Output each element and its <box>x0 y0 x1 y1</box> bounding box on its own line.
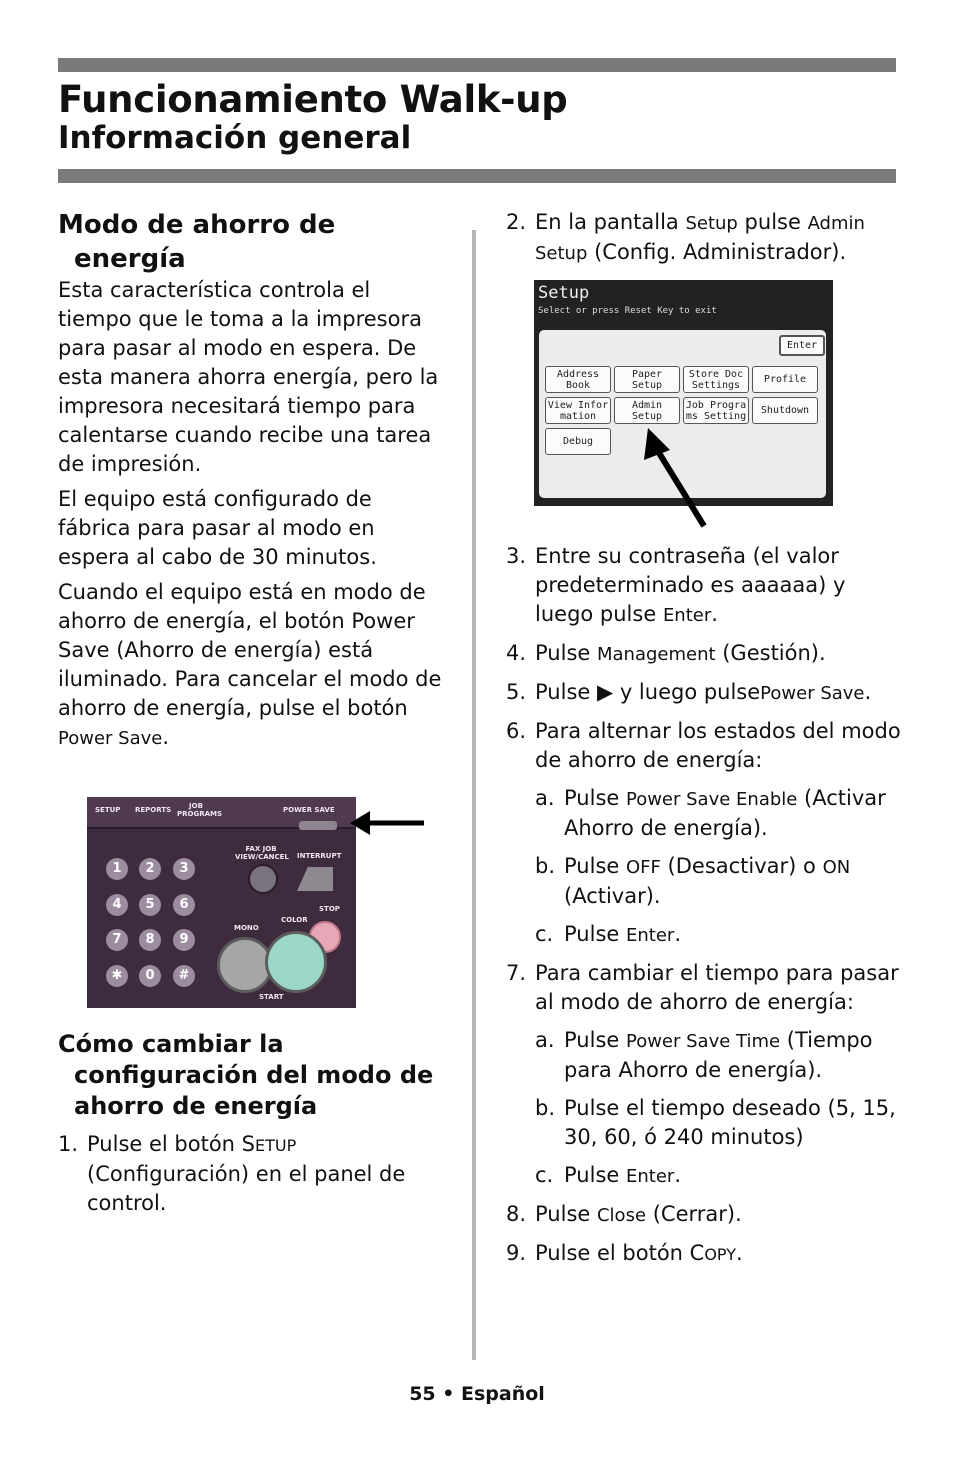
play-arrow-icon: ▶ <box>596 680 614 704</box>
ui-term: Power Save <box>58 728 163 749</box>
ui-term: Close <box>596 1205 647 1226</box>
interrupt-label: INTERRUPT <box>297 852 342 860</box>
ui-term: ON <box>822 857 851 878</box>
panel-tab-job-programs: JOB PROGRAMS <box>177 802 223 818</box>
list-item <box>506 1239 901 1269</box>
step-letter: c. <box>535 922 554 946</box>
interrupt-button <box>297 867 333 891</box>
keypad-key: 3 <box>173 858 195 880</box>
text: (Tiempo para Ahorro de energía). <box>564 1028 873 1082</box>
ui-term: Power Save Enable <box>625 789 798 810</box>
arrow-left-icon <box>350 809 426 837</box>
ui-term: Power Save Time <box>625 1031 781 1052</box>
text: Cuando el equipo está en modo de ahorro de energía, el botón Power Save (Ahorro de energía) está iluminado. Para cancelar el modo de ahorro de energía, pulse el botón <box>58 580 442 720</box>
power-save-button <box>299 821 337 830</box>
panel-tab-reports: REPORTS <box>135 806 172 814</box>
steps-list <box>58 1130 450 1218</box>
right-column-top <box>506 208 901 277</box>
step-number: 1. <box>58 1132 79 1156</box>
column-divider <box>472 230 476 1360</box>
header-top-rule <box>58 58 896 72</box>
text: Pulse <box>564 1163 626 1187</box>
step-letter: a. <box>535 1028 555 1052</box>
mono-label: MONO <box>234 924 259 932</box>
right-column-steps <box>506 542 901 1278</box>
keypad-key: 5 <box>139 894 161 916</box>
step-letter: c. <box>535 1163 554 1187</box>
text: Pulse el botón S <box>87 1132 255 1156</box>
text: Pulse <box>535 641 597 665</box>
control-panel-image <box>87 797 356 1008</box>
step-number: 7. <box>506 961 527 985</box>
panel-tab-setup: SETUP <box>95 806 121 814</box>
text: (Activar Ahorro de energía). <box>564 786 886 840</box>
screen-button-profile: Profile <box>752 366 818 393</box>
heading-line: Cómo cambiar la <box>58 1030 284 1058</box>
screen-button-debug: Debug <box>545 428 611 455</box>
step-number: 6. <box>506 719 527 743</box>
text: Pulse <box>535 1202 597 1226</box>
screen-button-store-doc: Store Doc Settings <box>683 366 749 393</box>
keypad-key: 1 <box>106 858 128 880</box>
text: Para cambiar el tiempo para pasar al modo de ahorro de energía: <box>535 961 899 1014</box>
heading-line: Modo de ahorro de <box>58 210 336 240</box>
list-item <box>506 717 901 775</box>
text: (Cerrar). <box>646 1202 742 1226</box>
ui-term: Enter <box>625 1166 675 1187</box>
list-item <box>535 920 901 950</box>
text: Pulse el tiempo deseado (5, 15, 30, 60, ó 240 minutos) <box>564 1096 896 1149</box>
stop-label: STOP <box>319 905 340 913</box>
step-number: 4. <box>506 641 527 665</box>
text: Pulse <box>564 786 626 810</box>
keypad-key: 4 <box>106 894 128 916</box>
list-item <box>535 1026 901 1085</box>
list-item <box>58 1130 450 1218</box>
list-item <box>535 1094 901 1152</box>
ui-term: Admin Setup <box>535 213 865 264</box>
ui-term: Setup <box>685 213 738 234</box>
list-item <box>506 1200 901 1230</box>
screen-button-address-book: Address Book <box>545 366 611 393</box>
left-column-lower <box>58 1029 450 1227</box>
step-number: 9. <box>506 1241 527 1265</box>
paragraph: El equipo está configurado de fábrica para pasar al modo en espera al cabo de 30 minutos. <box>58 487 377 569</box>
text: Pulse <box>535 680 597 704</box>
text: Entre su contraseña (el valor predeterminado es aaaaaa) y luego pulse <box>535 544 846 626</box>
text: . <box>162 725 170 749</box>
text: (Config. Administrador). <box>587 240 847 264</box>
fax-job-label: FAX JOB VIEW/CANCEL <box>235 845 289 861</box>
ui-term: OFF <box>625 857 661 878</box>
steps-list <box>506 542 901 1269</box>
ui-term: Enter <box>662 605 712 626</box>
start-label: START <box>259 993 284 1001</box>
text: (Activar). <box>564 884 661 908</box>
ui-term: Power Save <box>760 683 865 704</box>
text: . <box>711 602 718 626</box>
page-footer: 55 • Español <box>409 1383 545 1405</box>
screen-button-shutdown: Shutdown <box>752 397 818 424</box>
list-item <box>506 959 901 1017</box>
screen-button-paper-setup: Paper Setup <box>614 366 680 393</box>
step-letter: b. <box>535 1096 556 1120</box>
text: Pulse <box>564 922 626 946</box>
page-title: Funcionamiento Walk-up <box>58 78 568 121</box>
text: (Gestión). <box>715 641 826 665</box>
step-number: 8. <box>506 1202 527 1226</box>
text: pulse <box>737 210 808 234</box>
list-item <box>506 542 901 630</box>
paragraph: Esta característica controla el tiempo que le toma a la impresora para pasar al modo en espera. De esta manera ahorra energía, pero la impresora necesitará tiempo para calentarse cuando recibe una tarea de impresión. <box>58 278 439 476</box>
step-number: 5. <box>506 680 527 704</box>
keypad-key: 0 <box>139 965 161 987</box>
step-number: 2. <box>506 210 527 234</box>
page-subtitle: Información general <box>58 120 412 156</box>
paragraph <box>58 578 450 753</box>
keypad-key: ✱ <box>106 965 128 987</box>
ui-term: Enter <box>625 925 675 946</box>
keypad-key: # <box>173 965 195 987</box>
keypad-key: 8 <box>139 929 161 951</box>
step-letter: b. <box>535 854 556 878</box>
ui-term: Management <box>596 644 716 665</box>
text: Pulse <box>564 854 626 878</box>
screen-button-job-programs: Job Progra ms Setting <box>683 397 749 424</box>
list-item <box>506 208 901 268</box>
screen-title: Setup <box>538 283 590 303</box>
keypad-key: 6 <box>173 894 195 916</box>
keypad-key: 7 <box>106 929 128 951</box>
step-letter: a. <box>535 786 555 810</box>
steps-list <box>506 208 901 268</box>
color-label: COLOR <box>281 916 308 924</box>
list-item <box>535 784 901 843</box>
step-number: 3. <box>506 544 527 568</box>
left-column <box>58 208 450 759</box>
text: (Configuración) en el panel de control. <box>87 1162 406 1215</box>
arrow-up-icon <box>640 428 712 530</box>
section-heading-change-settings <box>58 1029 450 1122</box>
list-item <box>506 678 901 708</box>
ui-term: ETUP <box>254 1136 297 1155</box>
text: . <box>735 1241 743 1265</box>
fax-job-button <box>248 864 278 894</box>
text: Para alternar los estados del modo de ahorro de energía: <box>535 719 901 772</box>
text: y luego pulse <box>613 680 761 704</box>
text: Pulse <box>564 1028 626 1052</box>
section-heading-power-save <box>58 208 450 276</box>
heading-line: configuración del modo de <box>74 1061 434 1089</box>
list-item <box>535 1161 901 1191</box>
keypad-key: 2 <box>139 858 161 880</box>
screen-subtitle: Select or press Reset Key to exit <box>538 306 717 316</box>
ui-term: OPY <box>704 1245 736 1264</box>
list-item <box>535 852 901 911</box>
text: (Desactivar) o <box>660 854 823 878</box>
text: . <box>864 680 872 704</box>
power-save-label: POWER SAVE <box>283 806 335 814</box>
heading-line: ahorro de energía <box>74 1092 318 1120</box>
color-start-button <box>265 931 327 993</box>
text: En la pantalla <box>535 210 686 234</box>
keypad-key: 9 <box>173 929 195 951</box>
heading-line: energía <box>74 244 186 274</box>
screen-button-view-information: View Infor mation <box>545 397 611 424</box>
list-item <box>506 639 901 669</box>
header-bottom-rule <box>58 169 896 183</box>
screen-button-admin-setup: Admin Setup <box>614 397 680 424</box>
text: . <box>674 922 681 946</box>
text: Pulse el botón C <box>535 1241 705 1265</box>
text: . <box>674 1163 681 1187</box>
screen-enter-button: Enter <box>779 335 825 356</box>
